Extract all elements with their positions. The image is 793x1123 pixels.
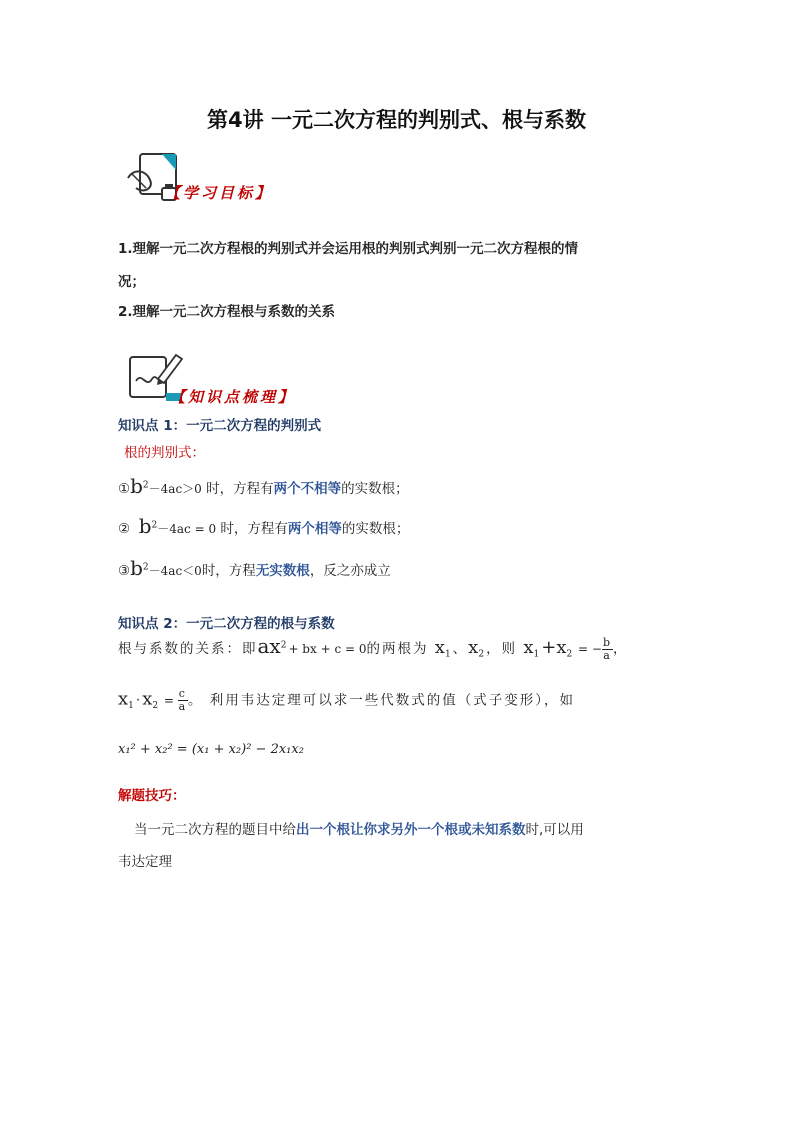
item-num: ①	[118, 481, 131, 497]
item-text: 时，方程有	[201, 481, 274, 497]
item-highlight: 两个相等	[287, 521, 342, 537]
kp1-item-1: $①b^2-4ac>0$ 时，方程有两个不相等的实数根；	[118, 474, 409, 498]
item-highlight: 两个不相等	[273, 481, 342, 497]
tips-heading: 解题技巧：	[118, 788, 186, 804]
page-title: 第4讲 一元二次方程的判别式、根与系数	[207, 108, 586, 132]
tips-text: 当一元二次方程的题目中给	[134, 822, 296, 838]
relation-text: 根与系数的关系：即	[118, 641, 258, 657]
item-text: 的实数根；	[341, 521, 410, 537]
vieta-text: 利用韦达定理可以求一些代数式的值（式子变形），如	[209, 692, 575, 709]
identity-formula: x₁² + x₂² = (x₁ + x₂)² − 2x₁x₂	[118, 742, 304, 757]
item-text: 时，方程有	[216, 521, 288, 537]
goal-line-1: 1.理解一元二次方程根的判别式并会运用根的判别式判别一元二次方程根的情	[118, 241, 579, 257]
relation-text: ，则	[486, 641, 518, 657]
learning-goals-label: 【学习目标】	[165, 184, 274, 202]
relation-text: ，	[613, 641, 629, 657]
fraction-c-over-a: $\frac{c}{a}$	[178, 687, 188, 713]
kp2-line-1: 根与系数的关系：即$ax^2+$ bx + c = 0的两根为 $x_1$、$x_2$，则 $x_1+x_2$ = − $\frac{b}{a}$ ，	[118, 634, 629, 662]
discriminant-expr: －4ac＜0	[148, 564, 202, 578]
exponent: 2	[142, 480, 149, 491]
item-num: ③	[118, 563, 131, 579]
kp1-heading: 知识点 1：一元二次方程的判别式	[118, 418, 322, 434]
tips-highlight: 出一个根让你求另外一个根或未知系数	[296, 822, 526, 838]
kp1-subheading: 根的判别式：	[124, 445, 205, 461]
item-text: 的实数根；	[341, 481, 409, 497]
goal-line-2: 况；	[118, 274, 145, 290]
tips-line-1	[134, 818, 584, 838]
discriminant-expr: －4ac＞0	[148, 482, 202, 496]
kp1-item-2: ② $b^2-4ac = 0$ 时，方程有两个相等的实数根；	[118, 514, 410, 538]
fraction-b-over-a: $\frac{b}{a}$	[602, 635, 613, 662]
exponent: 2	[151, 520, 158, 531]
kp2-heading: 知识点 2：一元二次方程的根与系数	[118, 616, 335, 632]
kp2-line-2: $x_1\cdot x_2$ = $\frac{c}{a}$ 。 利用韦达定理可以求一些代数式的值（式子变形），如	[118, 687, 575, 713]
quadratic-eq: + bx + c = 0	[288, 642, 367, 656]
item-text: 时，方程	[201, 563, 256, 579]
exponent: 2	[142, 562, 149, 573]
item-text: ，反之亦成立	[309, 563, 391, 579]
relation-text: 的两根为	[366, 641, 429, 657]
kp1-item-3: $③b^2-4ac<0$时，方程无实数根，反之亦成立	[118, 556, 391, 580]
goal-line-3: 2.理解一元二次方程根与系数的关系	[118, 304, 336, 320]
knowledge-points-label: 【知识点梳理】	[170, 388, 297, 406]
discriminant-expr: －4ac = 0	[157, 522, 217, 536]
item-num: ②	[118, 521, 131, 537]
tips-text: 时,可以用	[525, 822, 584, 838]
tips-line-2: 韦达定理	[118, 854, 172, 870]
item-highlight: 无实数根	[255, 563, 310, 579]
